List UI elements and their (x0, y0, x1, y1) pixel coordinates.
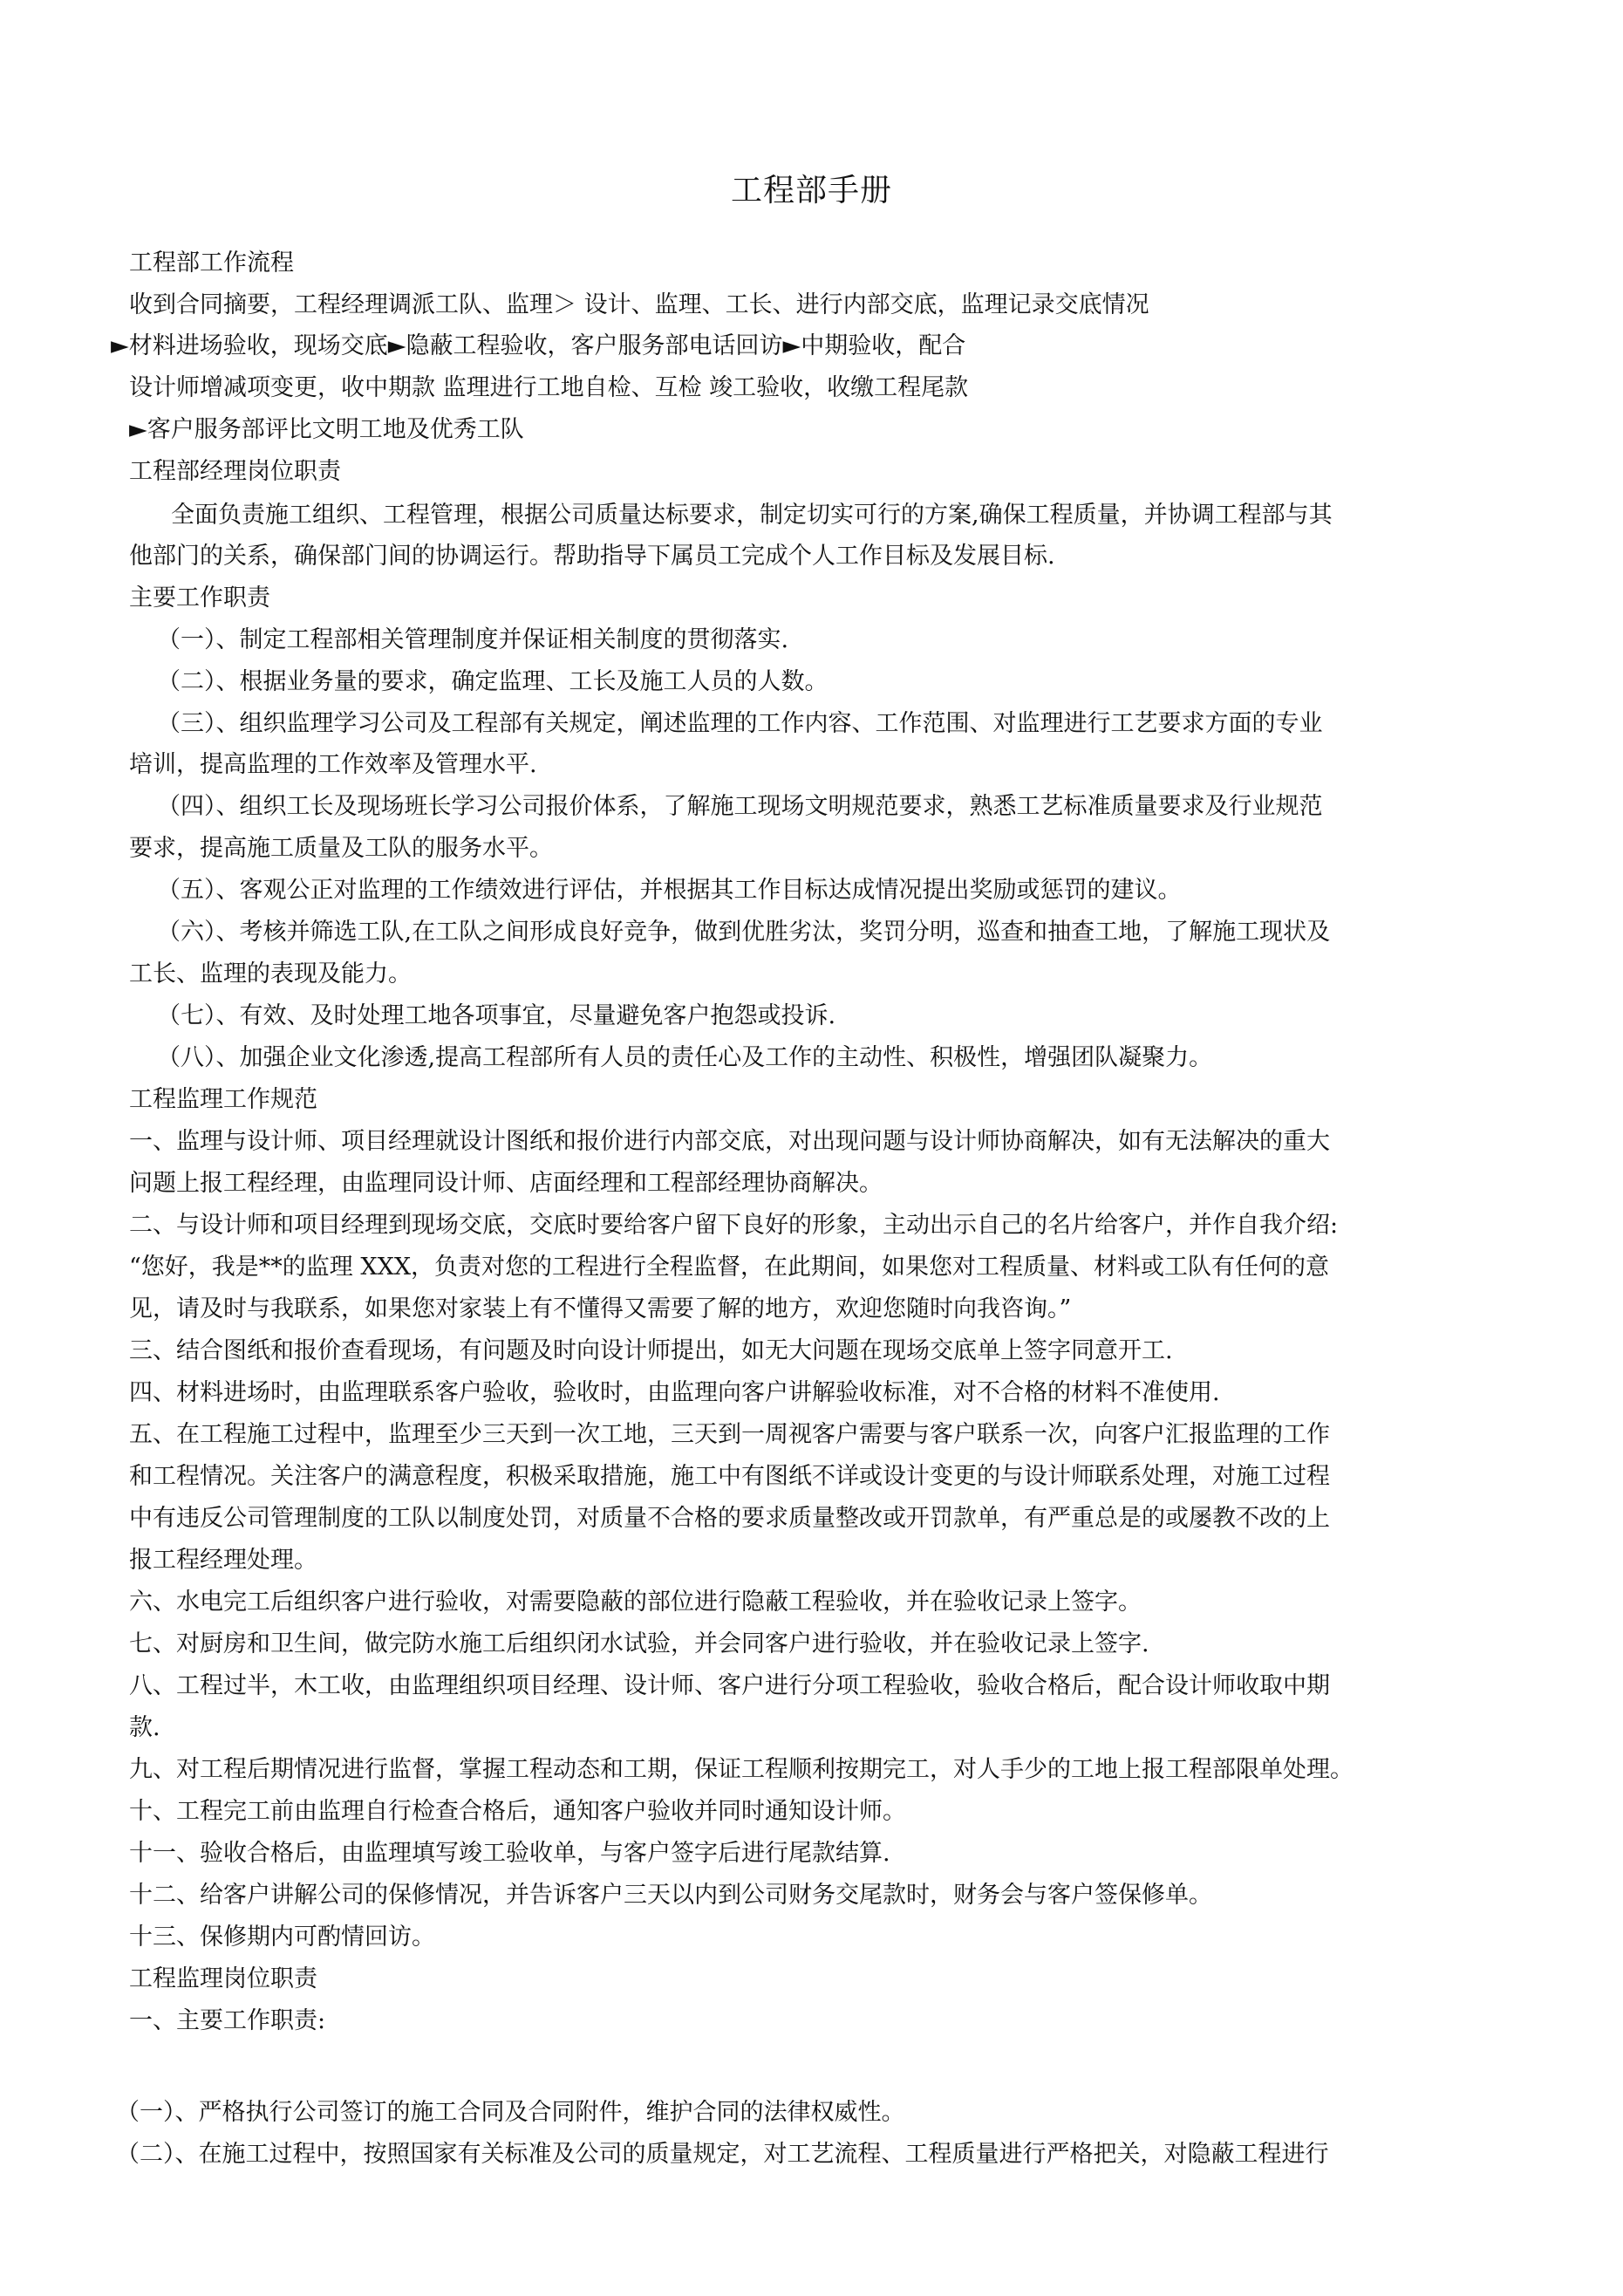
list-item-continuation: 工长、监理的表现及能力。 (129, 960, 412, 987)
rule-item-continuation: 款. (129, 1714, 160, 1741)
rule-item: 九、对工程后期情况进行监督，掌握工程动态和工期，保证工程顺利按期完工，对人手少的工地上报工程部限单处理。 (129, 1756, 1354, 1783)
rule-item: 十二、给客户讲解公司的保修情况，并告诉客户三天以内到公司财务交尾款时，财务会与客户签保修单。 (129, 1882, 1212, 1909)
rule-item: 十、工程完工前由监理自行检查合格后，通知客户验收并同时通知设计师。 (129, 1798, 906, 1825)
list-item: （二）、根据业务量的要求，确定监理、工长及施工人员的人数。 (157, 668, 829, 695)
rule-item: 十一、验收合格后，由监理填写竣工验收单，与客户签字后进行尾款结算. (129, 1840, 890, 1867)
workflow-line: ►客户服务部评比文明工地及优秀工队 (129, 416, 524, 443)
paragraph-line: 全面负责施工组织、工程管理，根据公司质量达标要求，制定切实可行的方案,确保工程质量，并协调工程部与其 (171, 502, 1333, 529)
list-item: （一）、严格执行公司签订的施工合同及合同附件，维护合同的法律权威性。 (116, 2099, 905, 2126)
rule-item: 十三、保修期内可酌情回访。 (129, 1924, 435, 1951)
rule-item-continuation: 报工程经理处理。 (129, 1547, 317, 1574)
document-title: 工程部手册 (730, 173, 892, 208)
rule-item: 五、在工程施工过程中，监理至少三天到一次工地，三天到一周视客户需要与客户联系一次，向客户汇报监理的工作 (129, 1421, 1330, 1448)
rule-item-continuation: 中有违反公司管理制度的工队以制度处罚，对质量不合格的要求质量整改或开罚款单，有严重总是的或屡教不改的上 (129, 1505, 1330, 1532)
subsection-heading: 一、主要工作职责: (129, 2007, 326, 2034)
section-heading-workflow: 工程部工作流程 (129, 249, 294, 277)
rule-item-continuation: “您好，我是**的监理 XXX，负责对您的工程进行全程监督，在此期间，如果您对工程质量、材料或工队有任何的意 (129, 1254, 1330, 1281)
section-heading-manager-duty: 工程部经理岗位职责 (129, 458, 341, 485)
list-item: （二）、在施工过程中，按照国家有关标准及公司的质量规定，对工艺流程、工程质量进行严格把关，对隐蔽工程进行 (116, 2141, 1329, 2168)
section-heading-main-duties: 主要工作职责 (129, 584, 270, 612)
list-item: （三）、组织监理学习公司及工程部有关规定，阐述监理的工作内容、工作范围、对监理进行工艺要求方面的专业 (157, 710, 1323, 737)
rule-item: 二、与设计师和项目经理到现场交底，交底时要给客户留下良好的形象，主动出示自己的名片给客户，并作自我介绍: (129, 1212, 1339, 1239)
rule-item-continuation: 和工程情况。关注客户的满意程度，积极采取措施，施工中有图纸不详或设计变更的与设计师联系处理，对施工过程 (129, 1463, 1330, 1490)
section-heading-supervision-rules: 工程监理工作规范 (129, 1086, 317, 1113)
rule-item: 一、监理与设计师、项目经理就设计图纸和报价进行内部交底，对出现问题与设计师协商解决，如有无法解决的重大 (129, 1128, 1330, 1155)
rule-item-continuation: 问题上报工程经理，由监理同设计师、店面经理和工程部经理协商解决。 (129, 1170, 883, 1197)
section-heading-supervisor-duty: 工程监理岗位职责 (129, 1965, 317, 1992)
list-item-continuation: 培训，提高监理的工作效率及管理水平. (129, 751, 537, 778)
workflow-line: 收到合同摘要，工程经理调派工队、监理＞ 设计、监理、工长、进行内部交底，监理记录交底情况 (129, 291, 1149, 318)
list-item: （六）、考核并筛选工队,在工队之间形成良好竞争，做到优胜劣汰，奖罚分明，巡查和抽查工地，了解施工现状及 (157, 919, 1331, 946)
list-item: （七）、有效、及时处理工地各项事宜，尽量避免客户抱怨或投诉. (157, 1002, 836, 1029)
list-item: （八）、加强企业文化渗透,提高工程部所有人员的责任心及工作的主动性、积极性，增强团队凝聚力。 (157, 1044, 1213, 1071)
workflow-line: ►材料进场验收，现场交底►隐蔽工程验收，客户服务部电话回访►中期验收，配合 (111, 332, 966, 359)
rule-item: 七、对厨房和卫生间，做完防水施工后组织闭水试验，并会同客户进行验收，并在验收记录上签字. (129, 1630, 1149, 1657)
rule-item: 三、结合图纸和报价查看现场，有问题及时向设计师提出，如无大问题在现场交底单上签字同意开工. (129, 1337, 1173, 1364)
list-item: （一）、制定工程部相关管理制度并保证相关制度的贯彻落实. (157, 626, 789, 653)
rule-item: 四、材料进场时，由监理联系客户验收，验收时，由监理向客户讲解验收标准，对不合格的材料不准使用. (129, 1379, 1220, 1406)
paragraph-line: 他部门的关系，确保部门间的协调运行。帮助指导下属员工完成个人工作目标及发展目标. (129, 543, 1055, 570)
list-item: （四）、组织工长及现场班长学习公司报价体系，了解施工现场文明规范要求，熟悉工艺标准质量要求及行业规范 (157, 793, 1323, 820)
rule-item: 八、工程过半，木工收，由监理组织项目经理、设计师、客户进行分项工程验收，验收合格后，配合设计师收取中期 (129, 1672, 1330, 1699)
workflow-line: 设计师增减项变更，收中期款 监理进行工地自检、互检 竣工验收，收缴工程尾款 (129, 374, 969, 401)
rule-item-continuation: 见，请及时与我联系，如果您对家装上有不懂得又需要了解的地方，欢迎您随时向我咨询。” (129, 1295, 1072, 1322)
list-item-continuation: 要求，提高施工质量及工队的服务水平。 (129, 835, 553, 862)
list-item: （五）、客观公正对监理的工作绩效进行评估，并根据其工作目标达成情况提出奖励或惩罚的建议。 (157, 877, 1182, 904)
rule-item: 六、水电完工后组织客户进行验收，对需要隐蔽的部位进行隐蔽工程验收，并在验收记录上签字。 (129, 1589, 1142, 1616)
